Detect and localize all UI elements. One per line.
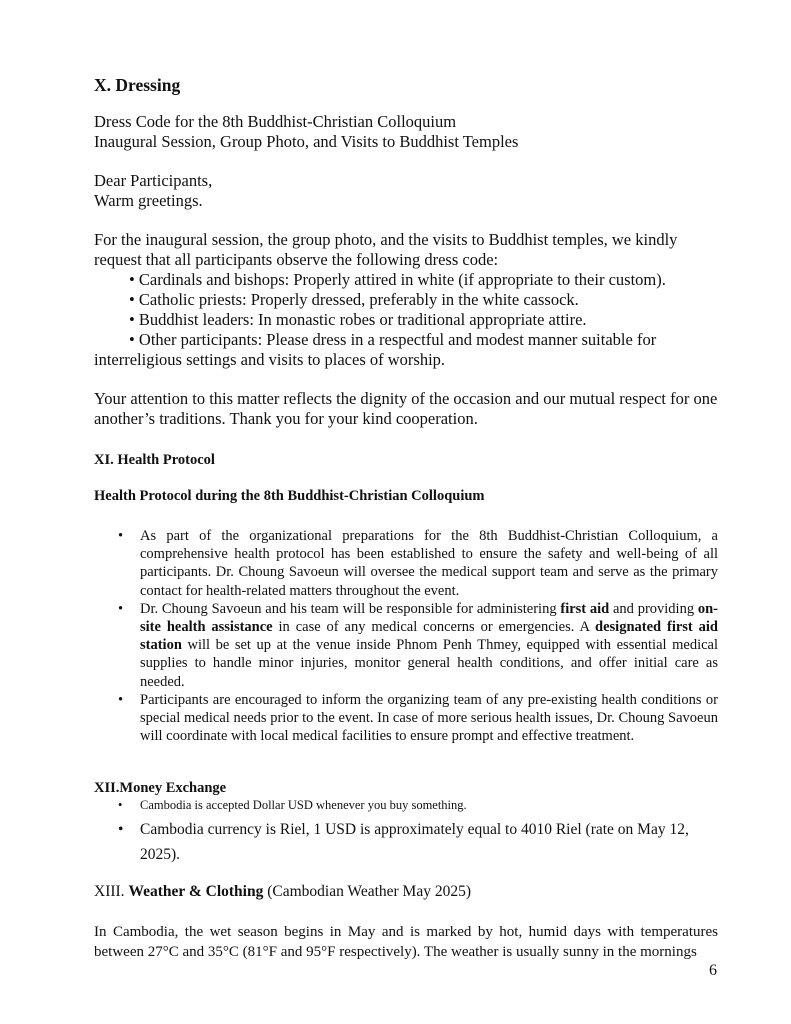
section-heading-dressing: X. Dressing [94,75,181,95]
bullet-icon: • [118,798,123,813]
weather-body: In Cambodia, the wet season begins in May and is marked by hot, humid days with temperatures between 27°C and 35°C (81°F and 95°F respectively). The weather is usually sunny in the mornings [94,924,718,961]
bullet-icon: • [118,821,124,839]
weather-prefix: XIII. [94,883,129,901]
document-page [94,74,718,962]
health-item-conditions [94,691,718,746]
health-item-text: and providing [609,600,698,617]
bullet-icon: • [118,600,124,617]
page-number: 6 [709,962,717,979]
money-list [94,797,718,867]
money-item-riel [94,817,718,867]
salutation: Dear Participants, [94,171,213,190]
money-item-text: Cambodia currency is Riel, 1 USD is approximately equal to 4010 Riel (rate on May 12, 2025). [140,821,689,864]
health-item-text: in case of any medical concerns or emergencies. A [272,619,596,636]
health-list [94,527,718,745]
health-item-protocol [94,527,718,600]
greeting: Warm greetings. [94,191,203,210]
bold-first-aid-station: designated first aid station [140,619,718,654]
bullet-icon: • [118,528,124,544]
section-heading-weather [94,882,718,902]
health-item-text: As part of the organizational preparations for the 8th Buddhist-Christian Colloquium, a comprehensive health protocol has been established to ensure the safety and well-being of all participants. Dr. Choung Savoeun will oversee the medical support team and serve as the primary contact for health-related matters throughout the event. [140,528,718,599]
health-item-text: will be set up at the venue inside Phnom Penh Thmey, equipped with essential medical supplies to handle minor injuries, monitor general health conditions, and offer initial care as needed. [140,637,718,690]
health-subheading: Health Protocol during the 8th Buddhist-Christian Colloquium [94,488,485,504]
section-heading-money: XII.Money Exchange [94,780,227,797]
money-item-text: Cambodia is accepted Dollar USD whenever you buy something. [140,798,467,813]
health-item-text: Participants are encouraged to inform the organizing team of any pre-existing health conditions or special medical needs prior to the event. In case of more serious health issues, Dr. Choung Savoeun will coordinate with local medical facilities to ensure prompt and effective treatment. [140,691,718,745]
dress-code-closing: Your attention to this matter reflects the dignity of the occasion and our mutual respect for one another’s traditions. Thank you for your kind cooperation. [94,389,718,428]
bullet-icon: • [118,691,124,708]
dress-item-priests: • Catholic priests: Properly dressed, preferably in the white cassock. [129,290,579,309]
money-item-usd [94,797,718,814]
dress-item-buddhist-leaders: • Buddhist leaders: In monastic robes or traditional appropriate attire. [129,310,587,329]
health-item-text: Dr. Choung Savoeun and his team will be responsible for administering [140,600,561,617]
weather-suffix: (Cambodian Weather May 2025) [263,883,472,901]
dress-code-subtitle: Inaugural Session, Group Photo, and Visits to Buddhist Temples [94,132,519,151]
bold-first-aid: first aid [560,600,610,617]
dress-item-other-participants: • Other participants: Please dress in a respectful and modest manner suitable for interreligious settings and visits to places of worship. [94,330,657,369]
bold-on-site-assistance: on-site health assistance [140,600,719,636]
health-item-first-aid [94,600,718,691]
dress-code-intro: For the inaugural session, the group photo, and the visits to Buddhist temples, we kindly request that all participants observe the following dress code: [94,230,678,269]
section-heading-health: XI. Health Protocol [94,452,215,468]
dress-code-title: Dress Code for the 8th Buddhist-Christian Colloquium [94,112,457,131]
weather-bold-title: Weather & Clothing [128,883,264,901]
dress-item-cardinals: • Cardinals and bishops: Properly attired in white (if appropriate to their custom). [129,270,666,289]
